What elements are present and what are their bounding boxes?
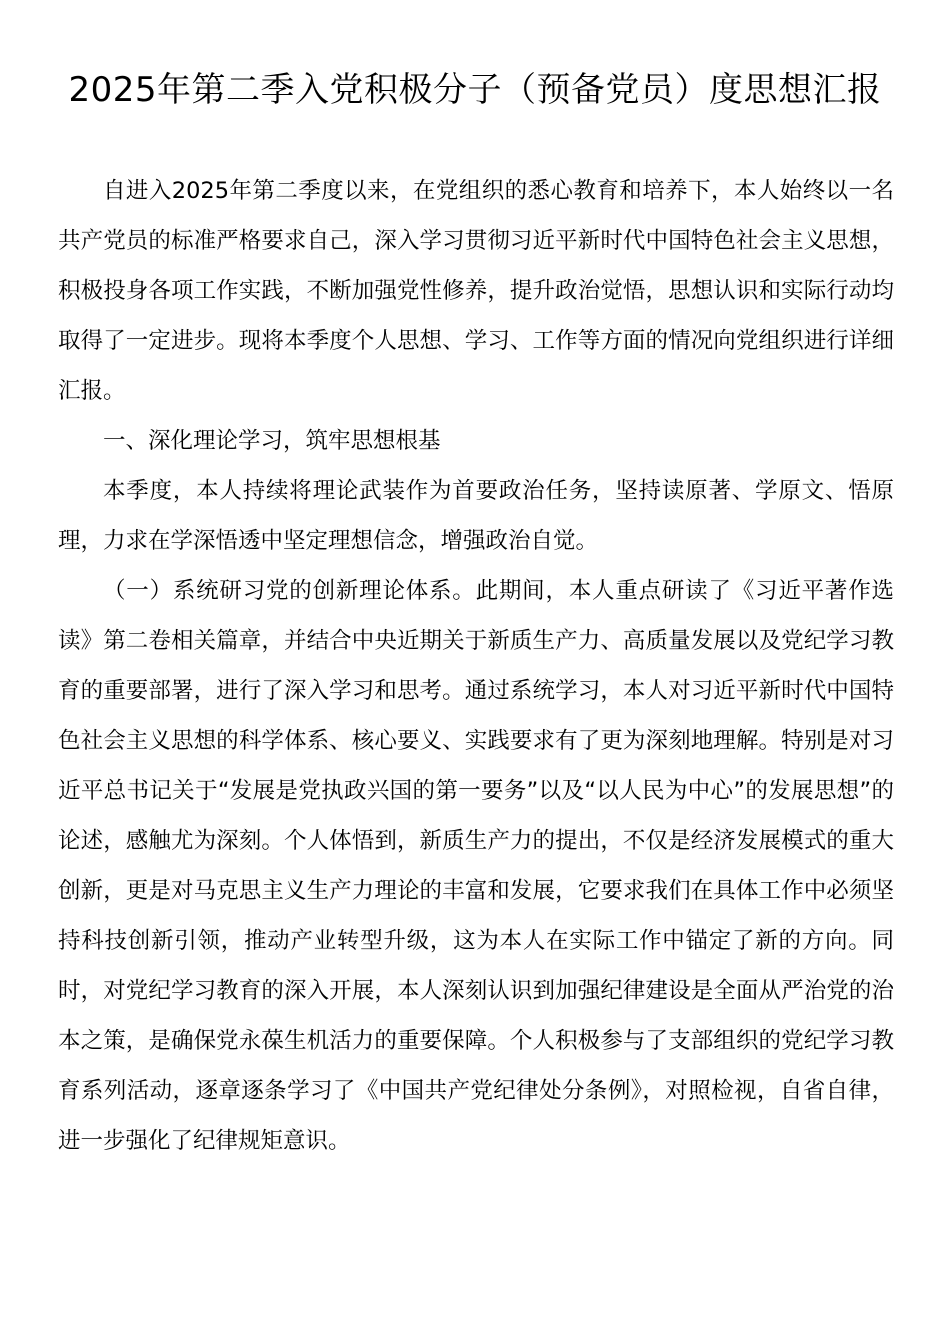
document-title: 2025年第二季入党积极分子（预备党员）度思想汇报 [68,70,882,110]
document-body [58,166,894,1166]
section-heading: 一、深化理论学习，筑牢思想根基 [103,428,441,454]
paragraph-section-intro: 本季度，本人持续将理论武装作为首要政治任务，坚持读原著、学原文、悟原理，力求在学深悟透中坚定理想信念，增强政治自觉。 [58,478,894,554]
paragraph-intro: 自进入2025年第二季度以来，在党组织的悉心教育和培养下，本人始终以一名共产党员的标准严格要求自己，深入学习贯彻习近平新时代中国特色社会主义思想，积极投身各项工作实践，不断加强党性修养，提升政治觉悟，思想认识和实际行动均取得了一定进步。现将本季度个人思想、学习、工作等方面的情况向党组织进行详细汇报。 [58,178,894,404]
paragraph-item-1: （一）系统研习党的创新理论体系。此期间，本人重点研读了《习近平著作选读》第二卷相关篇章，并结合中央近期关于新质生产力、高质量发展以及党纪学习教育的重要部署，进行了深入学习和思考。通过系统学习，本人对习近平新时代中国特色社会主义思想的科学体系、核心要义、实践要求有了更为深刻地理解。特别是对习近平总书记关于“发展是党执政兴国的第一要务”以及“以人民为中心”的发展思想”的论述，感触尤为深刻。个人体悟到，新质生产力的提出，不仅是经济发展模式的重大创新，更是对马克思主义生产力理论的丰富和发展，它要求我们在具体工作中必须坚持科技创新引领，推动产业转型升级，这为本人在实际工作中锚定了新的方向。同时，对党纪学习教育的深入开展，本人深刻认识到加强纪律建设是全面从严治党的治本之策，是确保党永葆生机活力的重要保障。个人积极参与了支部组织的党纪学习教育系列活动，逐章逐条学习了《中国共产党纪律处分条例》，对照检视，自省自律，进一步强化了纪律规矩意识。 [58,578,894,1154]
